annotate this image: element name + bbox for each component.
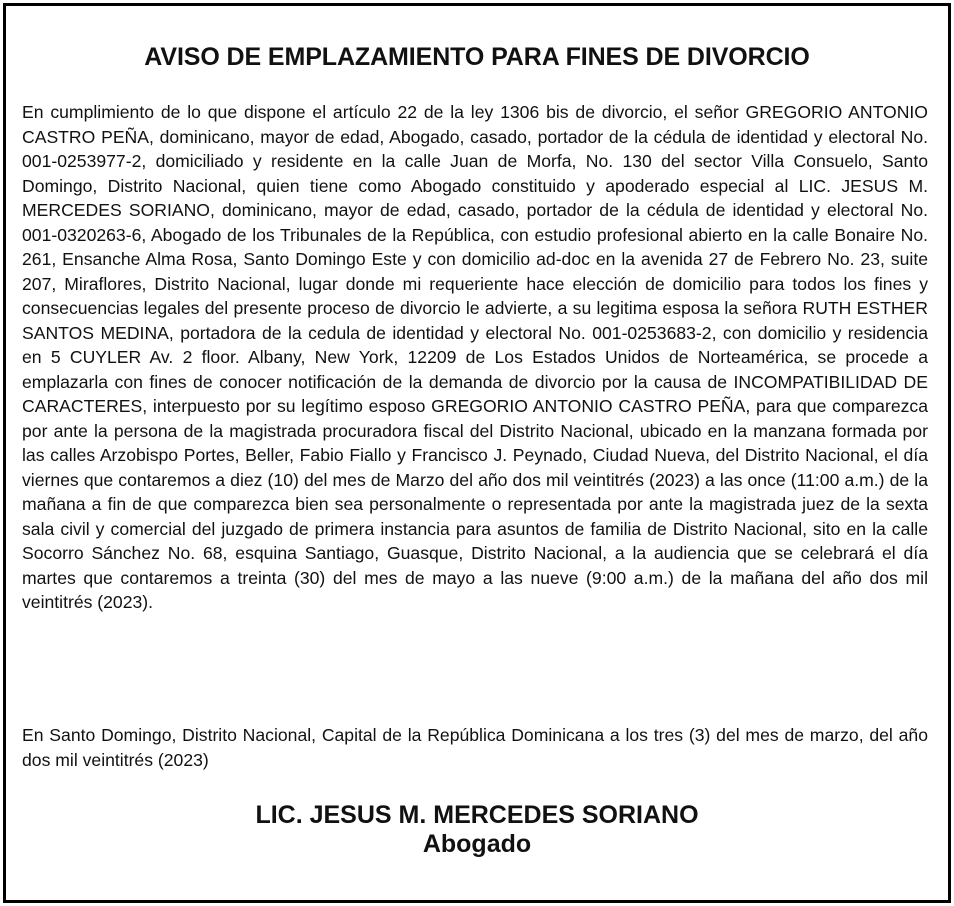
notice-date-paragraph: En Santo Domingo, Distrito Nacional, Capital de la República Dominicana a los tres (3) del mes de marzo, del año dos mil veintitrés (2023) xyxy=(22,725,928,770)
legal-notice xyxy=(3,3,951,903)
signature-title: Abogado xyxy=(422,830,532,858)
notice-body-paragraph: En cumplimiento de lo que dispone el artículo 22 de la ley 1306 bis de divorcio, el señor GREGORIO ANTONIO CASTRO PEÑA, dominicano, mayor de edad, Abogado, casado, portador de la cédula de identidad y electoral No. 001-0253977-2, domiciliado y residente en la calle Juan de Morfa, No. 130 del sector Villa Consuelo, Santo Domingo, Distrito Nacional, quien tiene como Abogado constituido y apoderado especial al LIC. JESUS M. MERCEDES SORIANO, dominicano, mayor de edad, casado, portador de la cédula de identidad y electoral No. 001-0320263-6, Abogado de los Tribunales de la República, con estudio profesional abierto en la calle Bonaire No. 261, Ensanche Alma Rosa, Santo Domingo Este y con domicilio ad-doc en la avenida 27 de Febrero No. 23, suite 207, Miraflores, Distrito Nacional, lugar donde mi requeriente hace elección de domicilio para todos los fines y consecuencias legales del presente proceso de divorcio le advierte, a su legitima esposa la señora RUTH ESTHER SANTOS MEDINA, portadora de la cedula de identidad y electoral No. 001-0253683-2, con domicilio y residencia en 5 CUYLER Av. 2 floor. Albany, New York, 12209 de Los Estados Unidos de Norteamérica, se procede a emplazarla con fines de conocer notificación de la demanda de divorcio por la causa de INCOMPATIBILIDAD DE CARACTERES, interpuesto por su legítimo esposo GREGORIO ANTONIO CASTRO PEÑA, para que comparezca por ante la persona de la magistrada procuradora fiscal del Distrito Nacional, ubicado en la manzana formada por las calles Arzobispo Portes, Beller, Fabio Fiallo y Francisco J. Peynado, Ciudad Nueva, del Distrito Nacional, el día viernes que contaremos a diez (10) del mes de Marzo del año dos mil veintitrés (2023) a las once (11:00 a.m.) de la mañana a fin de que comparezca bien sea personalmente o representada por ante la magistrada juez de la sexta sala civil y comercial del juzgado de primera instancia para asuntos de familia de Distrito Nacional, sito en la calle Socorro Sánchez No. 68, esquina Santiago, Guasque, Distrito Nacional, a la audiencia que se celebrará el día martes que contaremos a treinta (30) del mes de mayo a las nueve (9:00 a.m.) de la mañana del año dos mil veintitrés (2023). xyxy=(22,102,928,612)
signature-name: LIC. JESUS M. MERCEDES SORIANO xyxy=(255,801,699,829)
signature-block xyxy=(6,801,948,859)
notice-title: AVISO DE EMPLAZAMIENTO PARA FINES DE DIVORCIO xyxy=(144,43,810,71)
